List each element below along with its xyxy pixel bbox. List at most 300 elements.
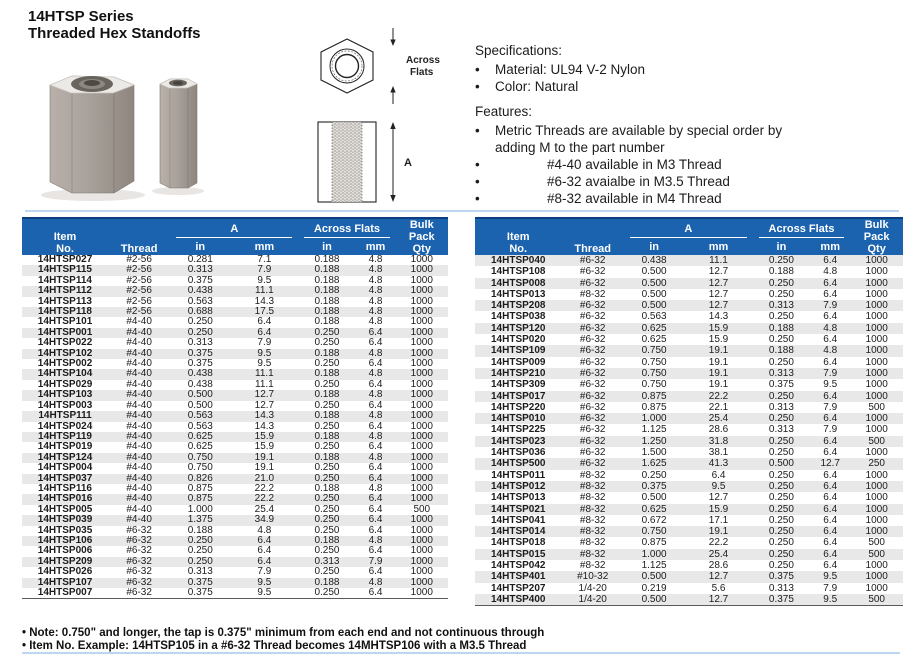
cell-a-mm: 19.1 xyxy=(254,451,275,463)
cell-thread: #4-40 xyxy=(126,337,152,349)
cell-a-mm: 19.1 xyxy=(708,356,729,368)
cell-a-mm: 15.9 xyxy=(254,430,275,442)
cell-af-in: 0.250 xyxy=(314,503,340,515)
cell-item-no: 14HTSP114 xyxy=(38,274,92,286)
cell-af-in: 0.188 xyxy=(314,451,340,463)
cell-a-in: 0.313 xyxy=(187,264,213,276)
cell-qty: 1000 xyxy=(865,526,888,538)
cell-qty: 1000 xyxy=(865,390,888,402)
cell-thread: #4-40 xyxy=(126,493,152,505)
cell-thread: #6-32 xyxy=(579,277,606,289)
cell-qty: 1000 xyxy=(410,264,433,276)
cell-item-no: 14HTSP124 xyxy=(37,451,93,463)
cell-qty: 1000 xyxy=(410,555,433,567)
cell-af-in: 0.250 xyxy=(768,548,794,560)
cell-a-mm: 11.1 xyxy=(255,368,274,380)
table-row xyxy=(22,463,448,473)
header-af-in: in xyxy=(298,238,355,255)
table-body-right xyxy=(475,255,903,606)
cell-item-no: 14HTSP120 xyxy=(490,322,546,334)
header-item-no: Item No. xyxy=(22,218,108,255)
cell-a-in: 0.875 xyxy=(187,482,213,494)
cell-qty: 1000 xyxy=(410,587,433,598)
header-across-flats-group: Across Flats xyxy=(298,218,395,238)
table-row xyxy=(475,492,903,503)
cell-thread: #8-32 xyxy=(579,526,606,538)
cell-a-mm: 25.4 xyxy=(708,413,729,425)
cell-a-mm: 9.5 xyxy=(711,480,726,492)
cell-af-in: 0.250 xyxy=(768,356,794,368)
cell-af-in: 0.188 xyxy=(314,316,340,328)
cell-a-in: 0.750 xyxy=(641,526,667,538)
cell-a-mm: 19.1 xyxy=(708,367,729,379)
cell-item-no: 14HTSP015 xyxy=(490,548,546,560)
cell-af-mm: 6.4 xyxy=(368,399,383,411)
cell-af-in: 0.250 xyxy=(768,277,794,289)
cell-a-in: 0.750 xyxy=(641,367,667,379)
cell-a-mm: 22.2 xyxy=(254,482,275,494)
cell-a-in: 0.625 xyxy=(641,322,667,334)
cell-af-mm: 9.5 xyxy=(823,593,838,605)
cell-af-in: 0.188 xyxy=(314,534,340,546)
cell-qty: 1000 xyxy=(865,503,888,515)
header-a-group: A xyxy=(170,218,298,238)
cell-af-in: 0.250 xyxy=(768,514,794,526)
cell-a-mm: 31.8 xyxy=(708,435,729,447)
cell-a-in: 0.375 xyxy=(641,480,667,492)
cell-af-in: 0.188 xyxy=(314,482,340,494)
cell-item-no: 14HTSP116 xyxy=(38,482,92,494)
cell-af-mm: 4.8 xyxy=(823,266,838,278)
cell-af-in: 0.188 xyxy=(314,410,340,422)
header-bulk-pack-qty: Bulk Pack Qty xyxy=(396,218,448,255)
cell-a-mm: 9.5 xyxy=(257,347,272,359)
cell-item-no: 14HTSP118 xyxy=(38,306,92,318)
table-row xyxy=(475,481,903,492)
cell-af-mm: 6.4 xyxy=(368,587,383,598)
cell-thread: #2-56 xyxy=(126,295,152,307)
cell-af-mm: 6.4 xyxy=(823,526,838,538)
cell-item-no: 14HTSP010 xyxy=(490,413,546,425)
cell-a-mm: 12.7 xyxy=(708,288,729,300)
cell-af-mm: 7.9 xyxy=(368,555,383,567)
cell-af-in: 0.188 xyxy=(768,345,794,357)
cell-a-mm: 6.4 xyxy=(257,316,272,328)
cell-a-in: 0.250 xyxy=(187,555,213,567)
cell-af-mm: 4.8 xyxy=(368,430,383,442)
cell-a-in: 0.500 xyxy=(641,300,667,312)
cell-item-no: 14HTSP013 xyxy=(490,288,546,300)
cell-qty: 500 xyxy=(868,435,885,447)
cell-af-mm: 6.4 xyxy=(823,390,838,402)
cell-a-in: 0.313 xyxy=(187,566,213,578)
hex-standoff-large xyxy=(50,76,134,193)
cell-item-no: 14HTSP115 xyxy=(38,264,92,276)
cell-thread: #6-32 xyxy=(126,545,152,557)
cell-a-in: 0.438 xyxy=(641,255,667,266)
cell-a-in: 0.500 xyxy=(641,266,667,278)
cell-qty: 1000 xyxy=(865,514,888,526)
cell-af-mm: 6.4 xyxy=(368,326,383,338)
cell-a-in: 0.375 xyxy=(187,274,213,286)
cell-af-mm: 6.4 xyxy=(823,469,838,481)
cell-af-in: 0.313 xyxy=(768,424,794,436)
cell-a-in: 0.750 xyxy=(641,345,667,357)
cell-a-mm: 7.9 xyxy=(257,566,272,578)
cell-item-no: 14HTSP040 xyxy=(490,255,546,266)
cell-a-in: 0.250 xyxy=(187,316,213,328)
cell-qty: 1000 xyxy=(410,389,433,401)
cell-af-mm: 6.4 xyxy=(368,472,383,484)
cell-item-no: 14HTSP001 xyxy=(37,326,93,338)
cell-qty: 1000 xyxy=(410,514,433,526)
cell-a-mm: 4.8 xyxy=(257,524,272,536)
cell-qty: 1000 xyxy=(865,379,888,391)
cell-af-in: 0.250 xyxy=(314,462,340,474)
cell-item-no: 14HTSP041 xyxy=(490,514,546,526)
cell-af-in: 0.250 xyxy=(768,560,794,572)
cell-af-in: 0.188 xyxy=(314,285,340,297)
table-row xyxy=(22,588,448,599)
cell-item-no: 14HTSP401 xyxy=(490,571,546,583)
cell-a-in: 0.563 xyxy=(187,420,213,432)
cell-a-mm: 25.4 xyxy=(254,503,275,515)
cell-thread: #4-40 xyxy=(126,514,152,526)
cell-item-no: 14HTSP104 xyxy=(37,368,93,380)
cell-thread: #4-40 xyxy=(126,503,152,515)
table-row xyxy=(22,411,448,421)
cell-a-mm: 41.3 xyxy=(708,458,729,470)
cell-af-in: 0.250 xyxy=(768,447,794,459)
cell-qty: 1000 xyxy=(865,413,888,425)
cell-qty: 1000 xyxy=(410,378,433,390)
cell-af-mm: 12.7 xyxy=(820,458,840,470)
cell-qty: 1000 xyxy=(865,266,888,278)
cell-item-no: 14HTSP109 xyxy=(490,345,546,357)
cell-item-no: 14HTSP022 xyxy=(37,337,93,349)
table-row xyxy=(475,345,903,356)
features-list xyxy=(475,122,915,207)
cell-af-mm: 4.8 xyxy=(368,410,383,422)
cell-thread: #6-32 xyxy=(579,447,606,459)
cell-af-mm: 6.4 xyxy=(823,503,838,515)
cell-qty: 1000 xyxy=(410,399,433,411)
cell-qty: 1000 xyxy=(410,295,433,307)
cell-thread: #6-32 xyxy=(579,413,606,425)
cell-af-mm: 4.8 xyxy=(368,451,383,463)
cell-item-no: 14HTSP220 xyxy=(490,401,546,413)
cell-qty: 1000 xyxy=(865,311,888,323)
a-dimension-label: A xyxy=(404,157,412,169)
cell-af-in: 0.313 xyxy=(768,401,794,413)
cell-thread: #6-32 xyxy=(579,322,606,334)
across-flats-label-line2: Flats xyxy=(410,67,434,78)
cell-item-no: 14HTSP020 xyxy=(490,334,546,346)
table-row xyxy=(475,458,903,469)
cell-a-mm: 21.0 xyxy=(254,472,275,484)
cell-af-in: 0.313 xyxy=(314,555,340,567)
table-row xyxy=(475,594,903,606)
cell-thread: #6-32 xyxy=(579,379,606,391)
table-row xyxy=(475,334,903,345)
cell-af-in: 0.250 xyxy=(768,413,794,425)
cell-af-mm: 4.8 xyxy=(823,322,838,334)
cell-af-mm: 6.4 xyxy=(823,560,838,572)
cell-af-mm: 4.8 xyxy=(368,264,383,276)
cell-qty: 1000 xyxy=(865,582,888,594)
cell-thread: #6-32 xyxy=(579,424,606,436)
cell-af-in: 0.375 xyxy=(768,593,794,605)
cell-qty: 1000 xyxy=(865,334,888,346)
bullet-icon: • xyxy=(475,174,480,189)
list-item-text: Material: UL94 V-2 Nylon xyxy=(495,62,646,77)
cell-qty: 1000 xyxy=(865,277,888,289)
cell-thread: #6-32 xyxy=(126,587,152,598)
cell-af-mm: 6.4 xyxy=(368,358,383,370)
cell-a-mm: 6.4 xyxy=(711,469,726,481)
cell-af-mm: 6.4 xyxy=(823,492,838,504)
features-heading: Features: xyxy=(475,104,533,119)
cell-item-no: 14HTSP006 xyxy=(37,545,93,557)
cell-thread: #6-32 xyxy=(126,566,152,578)
cell-af-mm: 6.4 xyxy=(368,545,383,557)
cell-a-in: 1.000 xyxy=(641,548,667,560)
cell-af-mm: 7.9 xyxy=(823,401,838,413)
cell-af-mm: 9.5 xyxy=(823,379,838,391)
cell-item-no: 14HTSP023 xyxy=(490,435,546,447)
cell-af-mm: 4.8 xyxy=(368,285,383,297)
cell-thread: #4-40 xyxy=(126,482,152,494)
header-a-mm: mm xyxy=(230,238,298,255)
cell-a-mm: 12.7 xyxy=(254,399,275,411)
cell-af-in: 0.250 xyxy=(768,480,794,492)
cell-af-in: 0.188 xyxy=(314,576,340,588)
cell-item-no: 14HTSP112 xyxy=(38,285,92,297)
cell-qty: 500 xyxy=(413,503,431,515)
cell-af-in: 0.250 xyxy=(768,390,794,402)
table-header xyxy=(475,218,903,255)
cell-thread: #8-32 xyxy=(579,492,606,504)
cell-a-in: 0.375 xyxy=(187,347,213,359)
cell-a-in: 0.250 xyxy=(187,326,213,338)
cell-af-mm: 6.4 xyxy=(823,514,838,526)
cell-thread: #4-40 xyxy=(126,368,152,380)
cell-a-in: 0.188 xyxy=(187,524,213,536)
hex-top-view xyxy=(321,39,373,93)
cell-item-no: 14HTSP119 xyxy=(38,430,92,442)
cell-item-no: 14HTSP207 xyxy=(490,582,546,594)
cell-a-in: 0.375 xyxy=(187,576,213,588)
cell-thread: #4-40 xyxy=(126,347,152,359)
cell-item-no: 14HTSP016 xyxy=(37,493,93,505)
divider-rule-bottom xyxy=(22,652,900,654)
cell-a-in: 0.875 xyxy=(641,537,667,549)
cell-qty: 1000 xyxy=(410,254,433,265)
table-row xyxy=(475,571,903,582)
cell-a-in: 1.000 xyxy=(187,503,213,515)
cell-af-in: 0.250 xyxy=(768,503,794,515)
cell-thread: #6-32 xyxy=(126,524,152,536)
cell-a-mm: 25.4 xyxy=(708,548,729,560)
cell-a-mm: 17.1 xyxy=(708,514,729,526)
cell-thread: #8-32 xyxy=(579,480,606,492)
cell-thread: #8-32 xyxy=(579,469,606,481)
table-row xyxy=(475,515,903,526)
cell-a-mm: 12.7 xyxy=(708,300,729,312)
bullet-icon: • xyxy=(475,79,480,94)
cell-item-no: 14HTSP003 xyxy=(37,399,93,411)
table-row xyxy=(475,300,903,311)
header-bulk-pack-qty: Bulk Pack Qty xyxy=(850,218,903,255)
cell-a-mm: 14.3 xyxy=(254,420,275,432)
cell-item-no: 14HTSP035 xyxy=(37,524,93,536)
cell-qty: 1000 xyxy=(410,430,433,442)
cell-a-mm: 28.6 xyxy=(708,424,729,436)
cell-item-no: 14HTSP027 xyxy=(37,254,93,265)
cell-item-no: 14HTSP102 xyxy=(37,347,93,359)
cell-item-no: 14HTSP037 xyxy=(37,472,93,484)
divider-rule-top xyxy=(25,210,899,212)
cell-item-no: 14HTSP013 xyxy=(490,492,546,504)
cell-af-mm: 4.8 xyxy=(368,316,383,328)
cell-a-in: 1.500 xyxy=(641,447,667,459)
cell-a-mm: 19.1 xyxy=(708,379,729,391)
cell-qty: 1000 xyxy=(410,347,433,359)
header-across-flats-group: Across Flats xyxy=(753,218,851,238)
cell-item-no: 14HTSP011 xyxy=(491,469,546,481)
cell-item-no: 14HTSP005 xyxy=(37,503,93,515)
cell-a-in: 0.438 xyxy=(187,378,213,390)
list-item-text: Metric Threads are available by special order by adding M to the part number xyxy=(495,123,783,155)
cell-af-in: 0.250 xyxy=(314,378,340,390)
note-item-example: • Item No. Example: 14HTSP105 in a #6-32 Thread becomes 14MHTSP106 with a M3.5 Thread xyxy=(22,640,527,652)
cell-a-mm: 14.3 xyxy=(254,295,275,307)
cell-af-mm: 6.4 xyxy=(823,548,838,560)
cell-a-in: 0.500 xyxy=(641,571,667,583)
cell-a-mm: 12.7 xyxy=(708,571,729,583)
cell-thread: #6-32 xyxy=(579,334,606,346)
cell-thread: #10-32 xyxy=(577,571,609,583)
cell-qty: 1000 xyxy=(410,274,433,286)
cell-a-in: 0.313 xyxy=(187,337,213,349)
cell-af-mm: 6.4 xyxy=(368,378,383,390)
cell-a-mm: 19.1 xyxy=(708,526,729,538)
cell-qty: 1000 xyxy=(410,482,433,494)
list-item-text: #8-32 available in M4 Thread xyxy=(547,191,722,206)
cell-a-mm: 22.2 xyxy=(708,390,729,402)
cell-af-mm: 6.4 xyxy=(823,413,838,425)
cell-af-in: 0.500 xyxy=(768,458,794,470)
cell-qty: 1000 xyxy=(410,368,433,380)
cell-thread: #2-56 xyxy=(126,264,152,276)
cell-thread: #8-32 xyxy=(579,514,606,526)
header-af-mm: mm xyxy=(356,238,396,255)
cell-a-in: 0.500 xyxy=(641,277,667,289)
cell-thread: #4-40 xyxy=(126,326,152,338)
cell-thread: #6-32 xyxy=(579,356,606,368)
standoff-table-left xyxy=(22,217,448,599)
cell-a-mm: 14.3 xyxy=(254,410,275,422)
cell-item-no: 14HTSP038 xyxy=(490,311,546,323)
cell-a-in: 0.250 xyxy=(187,534,213,546)
cell-qty: 1000 xyxy=(865,480,888,492)
cell-a-in: 0.281 xyxy=(187,254,213,265)
cell-a-in: 0.750 xyxy=(641,356,667,368)
cell-a-in: 0.625 xyxy=(641,334,667,346)
cell-thread: #8-32 xyxy=(579,503,606,515)
cell-qty: 1000 xyxy=(410,337,433,349)
cell-a-mm: 9.5 xyxy=(257,576,272,588)
cell-a-in: 0.500 xyxy=(187,399,213,411)
cell-qty: 1000 xyxy=(865,255,888,266)
cell-af-in: 0.250 xyxy=(768,255,794,266)
cell-item-no: 14HTSP210 xyxy=(490,367,546,379)
cell-a-mm: 19.1 xyxy=(254,462,275,474)
cell-qty: 1000 xyxy=(410,306,433,318)
cell-a-in: 0.500 xyxy=(641,288,667,300)
cell-a-mm: 7.9 xyxy=(257,264,272,276)
cell-item-no: 14HTSP009 xyxy=(490,356,546,368)
standoff-side-view xyxy=(318,122,376,202)
cell-item-no: 14HTSP008 xyxy=(490,277,546,289)
cell-qty: 1000 xyxy=(410,441,433,453)
cell-qty: 1000 xyxy=(410,420,433,432)
cell-af-in: 0.313 xyxy=(768,300,794,312)
cell-af-mm: 7.9 xyxy=(823,367,838,379)
cell-qty: 1000 xyxy=(865,300,888,312)
cell-af-mm: 6.4 xyxy=(368,524,383,536)
cell-a-mm: 15.9 xyxy=(708,503,729,515)
cell-a-mm: 12.7 xyxy=(708,593,729,605)
cell-af-in: 0.188 xyxy=(314,389,340,401)
cell-qty: 1000 xyxy=(410,576,433,588)
cell-qty: 500 xyxy=(868,548,885,560)
cell-af-in: 0.188 xyxy=(314,347,340,359)
series-title: 14HTSP Series xyxy=(28,8,134,25)
cell-item-no: 14HTSP026 xyxy=(37,566,93,578)
cell-af-mm: 6.4 xyxy=(823,537,838,549)
cell-af-mm: 4.8 xyxy=(368,576,383,588)
cell-item-no: 14HTSP106 xyxy=(37,534,93,546)
cell-a-in: 0.219 xyxy=(641,582,667,594)
across-flats-label-line1: Across xyxy=(406,55,440,66)
cell-qty: 1000 xyxy=(410,358,433,370)
cell-a-mm: 11.1 xyxy=(255,378,274,390)
cell-qty: 1000 xyxy=(410,472,433,484)
cell-af-mm: 6.4 xyxy=(368,566,383,578)
header-a-mm: mm xyxy=(684,238,752,255)
cell-af-in: 0.188 xyxy=(314,368,340,380)
cell-thread: #6-32 xyxy=(579,390,606,402)
cell-a-in: 0.563 xyxy=(641,311,667,323)
cell-a-mm: 22.1 xyxy=(708,401,729,413)
cell-af-in: 0.250 xyxy=(314,399,340,411)
cell-thread: #6-32 xyxy=(126,534,152,546)
cell-af-mm: 4.8 xyxy=(368,389,383,401)
cell-a-in: 0.500 xyxy=(641,492,667,504)
cell-a-in: 1.375 xyxy=(187,514,213,526)
cell-a-mm: 5.6 xyxy=(711,582,726,594)
cell-af-mm: 7.9 xyxy=(823,424,838,436)
cell-a-in: 0.875 xyxy=(641,401,667,413)
cell-af-in: 0.250 xyxy=(768,435,794,447)
header-thread: Thread xyxy=(108,218,170,255)
cell-af-in: 0.188 xyxy=(768,266,794,278)
cell-a-in: 0.500 xyxy=(641,593,667,605)
cell-a-in: 0.375 xyxy=(187,587,213,598)
cell-af-in: 0.250 xyxy=(768,334,794,346)
cell-af-mm: 6.4 xyxy=(823,277,838,289)
